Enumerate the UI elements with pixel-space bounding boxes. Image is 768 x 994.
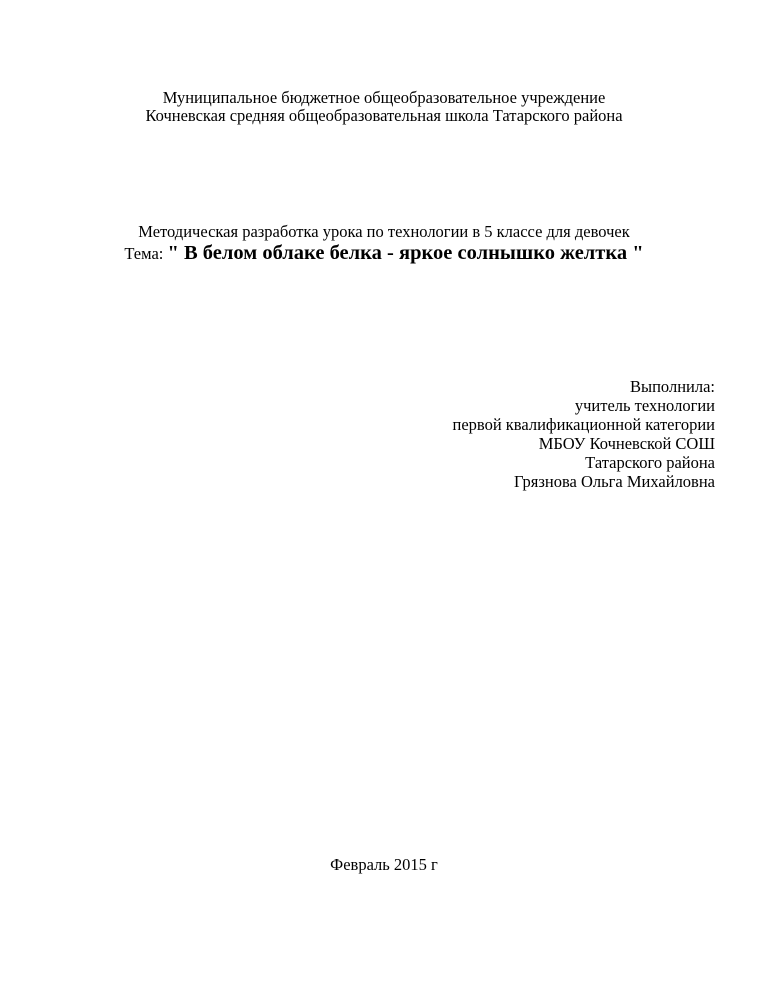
topic-title: " В белом облаке белка - яркое солнышко желтка " [167, 242, 644, 264]
document-date: Февраль 2015 г [330, 855, 438, 874]
institution-line-2: Кочневская средняя общеобразовательная школа Татарского района [145, 106, 623, 125]
author-school: МБОУ Кочневской СОШ [538, 434, 715, 453]
lesson-subtitle: Методическая разработка урока по технологии в 5 классе для девочек [138, 222, 630, 241]
author-position: учитель технологии [574, 396, 715, 415]
institution-line-1: Муниципальное бюджетное общеобразовательное учреждение [162, 88, 606, 107]
author-performed-by: Выполнила: [630, 377, 715, 396]
author-category: первой квалификационной категории [452, 415, 715, 434]
author-district: Татарского района [585, 453, 715, 472]
lesson-topic [0, 241, 768, 266]
author-name: Грязнова Ольга Михайловна [514, 472, 715, 491]
topic-label: Тема: [124, 244, 164, 263]
